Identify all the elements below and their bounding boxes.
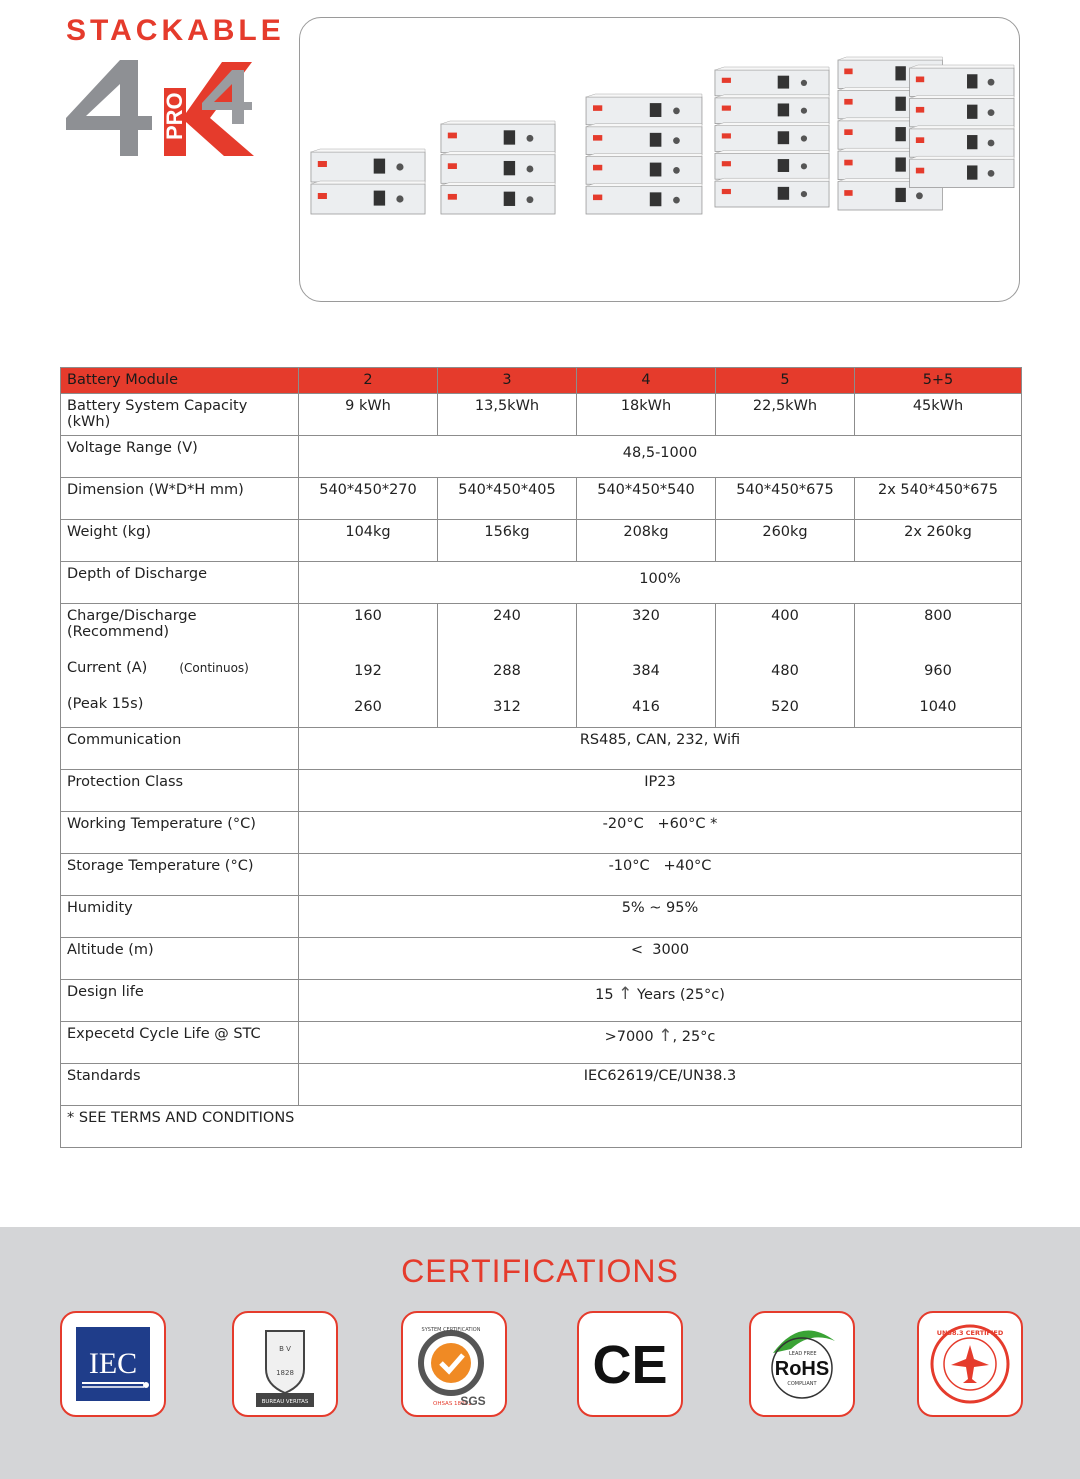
cell: 9 kWh: [299, 394, 438, 436]
continuous-value: 384: [632, 663, 660, 679]
ce-text: CE: [592, 1335, 668, 1395]
design-life-value: 15: [595, 987, 619, 1003]
header-col: 4: [577, 368, 716, 394]
certifications-title: CERTIFICATIONS: [401, 1253, 679, 1289]
stack-5-modules: [710, 66, 834, 211]
stack-2-modules: [306, 148, 430, 218]
battery-module: [586, 183, 702, 214]
table-row-dimension: [61, 478, 1022, 520]
row-label: Humidity: [61, 896, 299, 938]
battery-module: [441, 121, 555, 153]
current-cell: [855, 604, 1022, 728]
row-label: Battery System Capacity (kWh): [61, 394, 299, 436]
cell: 540*450*405: [438, 478, 577, 520]
continuous-value: 288: [493, 663, 521, 679]
current-label-continuous: (Continuos): [179, 661, 249, 675]
sgs-ohsas-logo-icon: [401, 1311, 507, 1417]
table-row-footnote: [61, 1106, 1022, 1148]
certifications-section: [0, 1227, 1080, 1479]
recommend-value: 320: [632, 608, 660, 624]
battery-module: [910, 65, 1014, 96]
cell: 22,5kWh: [716, 394, 855, 436]
stack-5plus5-modules-drawing: [836, 56, 1016, 214]
table-row-cycle-life: [61, 1022, 1022, 1064]
table-row-current: [61, 604, 1022, 728]
row-label: Standards: [61, 1064, 299, 1106]
battery-module: [441, 182, 555, 214]
recommend-value: 160: [354, 608, 382, 624]
recommend-value: 800: [924, 608, 952, 624]
battery-module: [910, 126, 1014, 157]
cell: 540*450*675: [716, 478, 855, 520]
cell: -20°C +60°C *: [299, 812, 1022, 854]
stackable-tagline: STACKABLE: [66, 14, 285, 47]
continuous-value: 480: [771, 663, 799, 679]
row-label: Expecetd Cycle Life @ STC: [61, 1022, 299, 1064]
stack-4-modules-drawing: [581, 93, 707, 218]
row-label: Altitude (m): [61, 938, 299, 980]
cell: IEC62619/CE/UN38.3: [299, 1064, 1022, 1106]
4k-pro-logo: [62, 58, 292, 163]
cycle-life-unit: , 25°c: [672, 1029, 716, 1045]
row-label-current: [61, 604, 299, 728]
cell: 18kWh: [577, 394, 716, 436]
battery-module: [715, 178, 829, 207]
iec-text: IEC: [88, 1347, 138, 1380]
cell: 45kWh: [855, 394, 1022, 436]
table-header-row: [61, 368, 1022, 394]
cell: 100%: [299, 562, 1022, 604]
spec-table: [60, 367, 1022, 1148]
cycle-life-value: >7000: [604, 1029, 659, 1045]
row-label: Voltage Range (V): [61, 436, 299, 478]
header-col: 5+5: [855, 368, 1022, 394]
row-label: Design life: [61, 980, 299, 1022]
peak-value: 520: [771, 699, 799, 715]
rohs-top: LEAD FREE: [789, 1351, 817, 1357]
recommend-value: 400: [771, 608, 799, 624]
cell-cycle-life: [299, 1022, 1022, 1064]
continuous-value: 192: [354, 663, 382, 679]
ce-mark-icon: [577, 1311, 683, 1417]
table-row-weight: [61, 520, 1022, 562]
cell: 5% ~ 95%: [299, 896, 1022, 938]
cell: 540*450*270: [299, 478, 438, 520]
current-label-line3: Current (A): [67, 660, 148, 676]
stack-5plus5-modules: [836, 56, 1016, 214]
stack-3-modules: [436, 120, 560, 218]
cell: 104kg: [299, 520, 438, 562]
cell: 2x 260kg: [855, 520, 1022, 562]
battery-module: [586, 124, 702, 155]
table-row-altitude: [61, 938, 1022, 980]
current-label-peak: (Peak 15s): [67, 696, 144, 712]
header-col: 5: [716, 368, 855, 394]
row-label: Storage Temperature (°C): [61, 854, 299, 896]
design-life-unit: Years (25°c): [632, 987, 725, 1003]
un38-3-logo-icon: [917, 1311, 1023, 1417]
battery-module: [715, 67, 829, 96]
header-col: 2: [299, 368, 438, 394]
battery-module: [586, 154, 702, 185]
svg-text:B V: B V: [279, 1345, 291, 1353]
cell: -10°C +40°C: [299, 854, 1022, 896]
rohs-logo-icon: [749, 1311, 855, 1417]
table-row-working-temp: [61, 812, 1022, 854]
stack-2-modules-drawing: [306, 148, 430, 218]
svg-text:PRO: PRO: [162, 92, 187, 140]
battery-module: [311, 181, 425, 214]
current-label-line1: Charge/Discharge: [67, 608, 197, 624]
table-row-dod: [61, 562, 1022, 604]
up-arrow-icon: ↑: [658, 1026, 673, 1046]
cell: 156kg: [438, 520, 577, 562]
cell: < 3000: [299, 938, 1022, 980]
cell: IP23: [299, 770, 1022, 812]
battery-module: [910, 95, 1014, 126]
cell: 260kg: [716, 520, 855, 562]
battery-module: [586, 94, 702, 125]
continuous-value: 960: [924, 663, 952, 679]
cell: 48,5-1000: [299, 436, 1022, 478]
table-row-communication: [61, 728, 1022, 770]
cell: 13,5kWh: [438, 394, 577, 436]
current-label-line2: (Recommend): [67, 624, 170, 640]
bv-year: 1828: [276, 1369, 294, 1377]
battery-module: [910, 156, 1014, 187]
header-col: 3: [438, 368, 577, 394]
table-row-humidity: [61, 896, 1022, 938]
stack-5-modules-drawing: [710, 66, 834, 211]
sgs-text: SGS: [460, 1394, 486, 1408]
battery-module: [715, 123, 829, 152]
peak-value: 260: [354, 699, 382, 715]
bv-text: BUREAU VERITAS: [261, 1399, 309, 1405]
table-row-storage-temp: [61, 854, 1022, 896]
current-cell: [299, 604, 438, 728]
row-label: Communication: [61, 728, 299, 770]
current-label-line3-wrap: [67, 660, 292, 676]
table-row-voltage: [61, 436, 1022, 478]
peak-value: 1040: [919, 699, 957, 715]
un-text: UN38.3 CERTIFIED: [936, 1329, 1004, 1337]
sgs-ring: SYSTEM CERTIFICATION: [421, 1327, 481, 1333]
current-cell: [438, 604, 577, 728]
cell: RS485, CAN, 232, Wifi: [299, 728, 1022, 770]
row-label: Weight (kg): [61, 520, 299, 562]
up-arrow-icon: ↑: [618, 984, 633, 1004]
current-cell: [716, 604, 855, 728]
stack-3-modules-drawing: [436, 120, 560, 218]
table-row-capacity: [61, 394, 1022, 436]
peak-value: 416: [632, 699, 660, 715]
battery-module: [715, 150, 829, 179]
battery-module: [311, 149, 425, 182]
footnote: * SEE TERMS AND CONDITIONS: [61, 1106, 1022, 1148]
sgs-sub: OHSAS 18001: [433, 1401, 472, 1407]
product-images-panel: [299, 17, 1020, 302]
cell: 208kg: [577, 520, 716, 562]
cell: 540*450*540: [577, 478, 716, 520]
recommend-value: 240: [493, 608, 521, 624]
row-label: Working Temperature (°C): [61, 812, 299, 854]
cell-design-life: [299, 980, 1022, 1022]
current-cell: [577, 604, 716, 728]
rohs-bottom: COMPLIANT: [787, 1381, 817, 1387]
table-row-protection: [61, 770, 1022, 812]
battery-module: [715, 95, 829, 124]
row-label: Protection Class: [61, 770, 299, 812]
table-row-design-life: [61, 980, 1022, 1022]
bureau-veritas-logo-icon: [232, 1311, 338, 1417]
peak-value: 312: [493, 699, 521, 715]
table-row-standards: [61, 1064, 1022, 1106]
cell: 2x 540*450*675: [855, 478, 1022, 520]
stack-4-modules: [581, 93, 707, 218]
iec-logo-icon: [60, 1311, 166, 1417]
row-label: Depth of Discharge: [61, 562, 299, 604]
header-label: Battery Module: [61, 368, 299, 394]
row-label: Dimension (W*D*H mm): [61, 478, 299, 520]
battery-module: [441, 152, 555, 184]
rohs-text: RoHS: [774, 1358, 830, 1380]
